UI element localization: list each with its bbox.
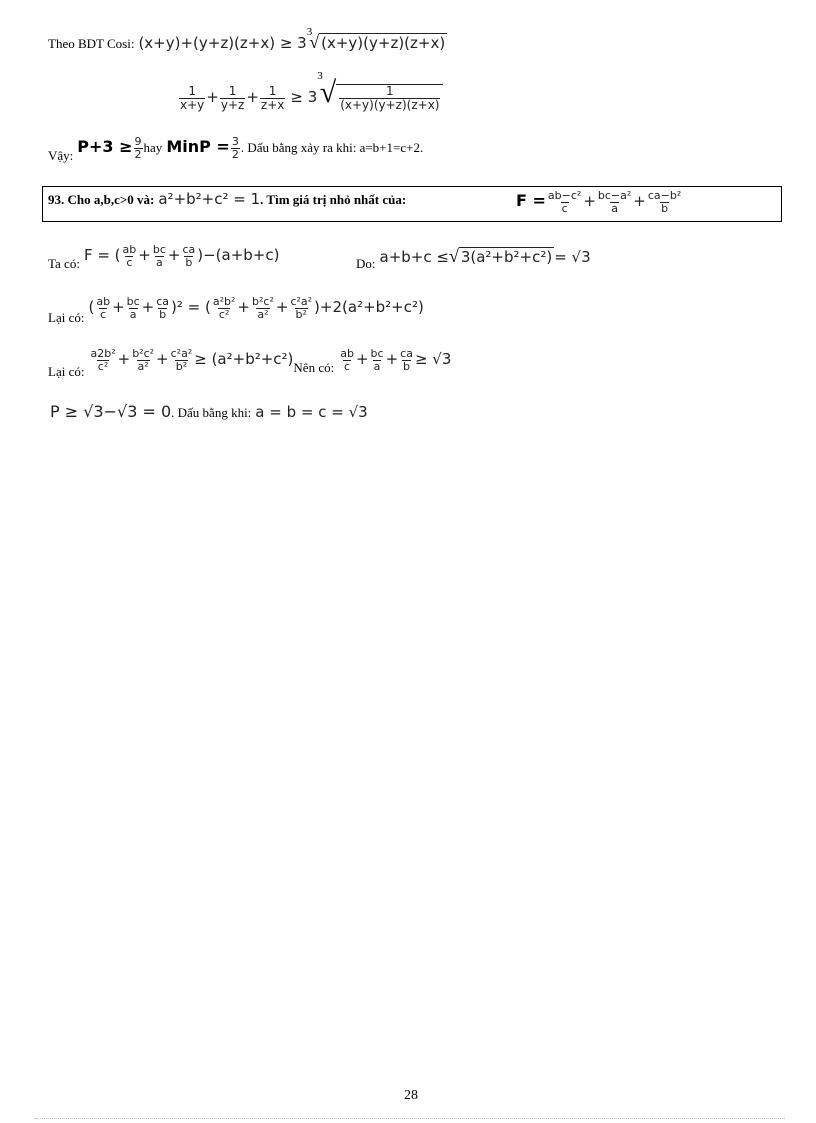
squared-equals: )² = ( xyxy=(171,298,211,317)
fraction-3: $\frac{1}{z+x}$ xyxy=(260,83,285,112)
cauchy-lhs: (x+y)+(y+z)(z+x) ≥ 3 xyxy=(138,34,307,52)
ta-co-label: Ta có: xyxy=(48,256,80,272)
ge-sqrt3: ≥ √3 xyxy=(414,350,452,369)
term-3: $\frac{\text{ca−b²}}{b}$ xyxy=(647,189,682,215)
ge-three: ≥ 3 xyxy=(290,88,318,106)
f-symbol: F = xyxy=(516,191,546,211)
lai-co-line-2: $_{Lại có:}$ $\frac{\text{a2b²}}{\text{c²}}$ + $\frac{\text{b²c²}}{\text{a²}}$ + $\frac{\text{c²a²}}{\text{b²}}$ ≥ $(a^2+b^2+c^2)_{Nên có:}$ $\frac{ab}{c}$ + $\frac{bc}{a}$ + $\frac{ca}{b}$ ≥ √3 xyxy=(48,347,452,380)
f-equals: F = ( xyxy=(83,246,121,265)
nine-halves: $\frac{9}{2}$ xyxy=(134,135,142,161)
term-2: $\frac{\text{bc−a²}}{a}$ xyxy=(597,189,632,215)
radicand: 3(a²+b²+c²) xyxy=(460,248,553,266)
p-expression: P+3 ≥ xyxy=(77,137,133,157)
root-index: 3 xyxy=(306,26,313,38)
final-line xyxy=(50,402,368,422)
reciprocal-inequality: $\frac{1}{x+y}$ + $\frac{1}{y+z}$ + $\frac{1}{z+x}$ ≥ $3^3√$ $\frac{1}{(x+y)(y+z)(z+x)}$ xyxy=(178,76,443,112)
hay-word: hay xyxy=(143,140,163,156)
root-index: 3 xyxy=(317,70,323,82)
term-1: $\frac{\text{ab−c²}}{c}$ xyxy=(547,189,582,215)
radical-sign: √ xyxy=(309,32,320,52)
cauchy-line xyxy=(48,26,447,53)
radicand: (x+y)(y+z)(z+x) xyxy=(321,34,446,52)
radical-sign: √ xyxy=(448,246,459,266)
equality-values: a = b = c = √3 xyxy=(255,403,368,421)
plus-two-sum: )+2(a²+b²+c²) xyxy=(314,298,424,317)
problem-93 xyxy=(48,190,406,209)
equality-condition: . Dấu bằng xảy ra khi: a=b+1=c+2. xyxy=(240,140,424,156)
problem-task: . Tìm giá trị nhỏ nhất của: xyxy=(260,192,407,207)
nen-co-label: Nên có: xyxy=(293,360,335,376)
min-p: MinP = xyxy=(166,137,230,157)
radicand-fraction: $\frac{1}{(x+y)(y+z)(z+x)}$ xyxy=(336,84,443,112)
problem-condition: a²+b²+c² = 1 xyxy=(158,190,261,208)
fraction-1: $\frac{1}{x+y}$ xyxy=(180,83,205,112)
do-line xyxy=(356,246,591,271)
lai-co-label: Lại có: xyxy=(48,310,85,326)
conclusion-label: Vậy: xyxy=(48,148,74,164)
final-inequality: P ≥ √3−√3 = 0 xyxy=(50,402,172,421)
problem-title: 93. Cho a,b,c>0 và: xyxy=(48,192,155,207)
ta-co-line: $_{Ta có:}$ F = ( $\frac{ab}{c}$ + $\frac{bc}{a}$ + $\frac{ca}{b}$ )−(a+b+c) xyxy=(48,243,280,272)
lai-co-label: Lại có: xyxy=(48,364,85,380)
fraction-2: $\frac{1}{y+z}$ xyxy=(220,83,245,112)
lai-co-line-1: $_{Lại có:}$ ( $\frac{ab}{c}$ + $\frac{bc}{a}$ + $\frac{ca}{b}$ )² = ( $\frac{\text{a²b²}}{\text{c²}}$ + $\frac{\text{b²c²}}{\text{a²}}$ + $\frac{\text{c²a²}}{\text{b²}}$ )+2(a²+b²+c²) xyxy=(48,295,424,326)
radical-sign: √ xyxy=(319,76,337,109)
equals-sqrt3: = √3 xyxy=(554,248,591,266)
do-label: Do: xyxy=(356,256,376,271)
sum-inequality: a+b+c ≤ xyxy=(379,248,449,266)
minus-sum: )−(a+b+c) xyxy=(197,246,280,265)
ge-sum-squares: ≥ (a²+b²+c²) xyxy=(194,350,294,369)
problem-93-expression: F = $\frac{\text{ab−c²}}{c}$ + $\frac{\text{bc−a²}}{a}$ + $\frac{\text{ca−b²}}{b}$ xyxy=(516,189,682,215)
equality-label: . Dấu bằng khi: xyxy=(171,405,252,420)
conclusion-line xyxy=(48,135,424,164)
page-number: 28 xyxy=(404,1088,418,1103)
page-divider xyxy=(35,1118,785,1119)
cauchy-label: Theo BDT Cosi: xyxy=(48,36,135,51)
three-halves: $\frac{3}{2}$ xyxy=(231,135,239,161)
